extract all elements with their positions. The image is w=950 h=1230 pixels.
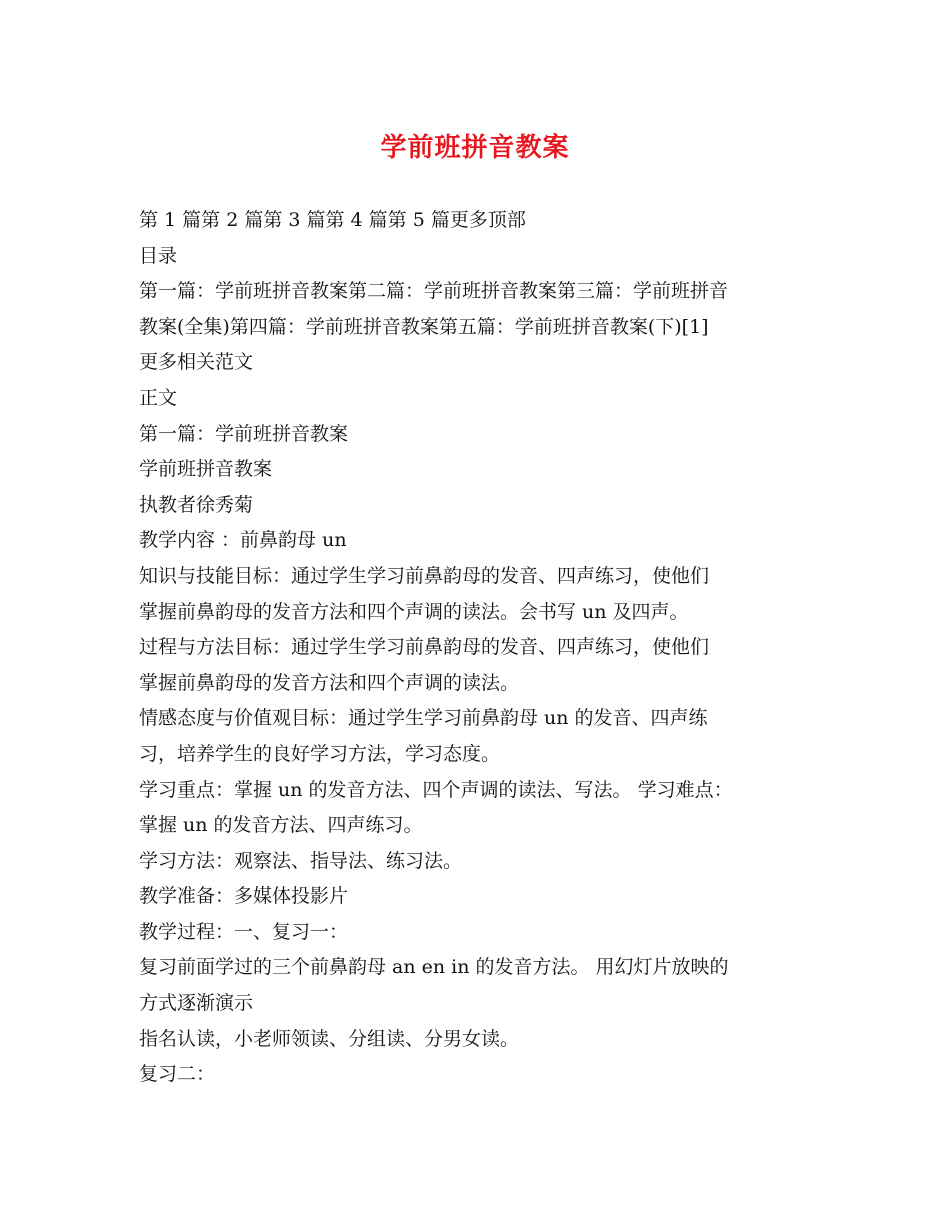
paragraph-line: 掌握 un 的发音方法、四声练习。	[139, 814, 423, 837]
paragraph-line: 习，培养学生的良好学习方法，学习态度。	[139, 742, 501, 765]
paragraph-line: 复习前面学过的三个前鼻韵母 an en in 的发音方法。 用幻灯片放映的	[139, 956, 729, 979]
paragraph-line: 学习方法：观察法、指导法、练习法。	[139, 849, 463, 872]
paragraph-line: 指名认读，小老师领读、分组读、分男女读。	[139, 1027, 520, 1050]
related-articles-link[interactable]: 更多相关范文	[139, 351, 254, 374]
paragraph-line: 掌握前鼻韵母的发音方法和四个声调的读法。会书写 un 及四声。	[139, 600, 689, 623]
document-title: 学前班拼音教案	[380, 133, 570, 163]
paragraph-line: 方式逐渐演示	[139, 992, 254, 1015]
toc-heading: 目录	[139, 244, 178, 267]
paragraph-line: 执教者徐秀菊	[139, 493, 254, 516]
paragraph-line: 学习重点：掌握 un 的发音方法、四个声调的读法、写法。 学习难点：	[139, 778, 733, 801]
document-body	[139, 203, 819, 1093]
paragraph-line: 学前班拼音教案	[139, 458, 273, 481]
paragraph-line: 掌握前鼻韵母的发音方法和四个声调的读法。	[139, 671, 520, 694]
chapter-heading: 第一篇：学前班拼音教案	[139, 422, 349, 445]
chapter-nav-links[interactable]: 第 1 篇第 2 篇第 3 篇第 4 篇第 5 篇更多顶部	[139, 209, 526, 231]
paragraph-line: 情感态度与价值观目标：通过学生学习前鼻韵母 un 的发音、四声练	[139, 707, 708, 730]
toc-entries[interactable]: 第一篇：学前班拼音教案第二篇：学前班拼音教案第三篇：学前班拼音	[139, 280, 729, 303]
paragraph-line: 教学准备：多媒体投影片	[139, 885, 349, 908]
toc-entries-continued[interactable]: 教案(全集)第四篇：学前班拼音教案第五篇：学前班拼音教案(下)[1]	[139, 315, 709, 338]
paragraph-line: 教学过程：一、复习一：	[139, 920, 349, 943]
body-heading: 正文	[139, 386, 178, 409]
paragraph-line: 知识与技能目标：通过学生学习前鼻韵母的发音、四声练习，使他们	[139, 564, 710, 587]
paragraph-line: 复习二：	[139, 1063, 216, 1086]
paragraph-line: 教学内容 ：前鼻韵母 un	[139, 529, 347, 552]
paragraph-line: 过程与方法目标：通过学生学习前鼻韵母的发音、四声练习，使他们	[139, 636, 710, 659]
